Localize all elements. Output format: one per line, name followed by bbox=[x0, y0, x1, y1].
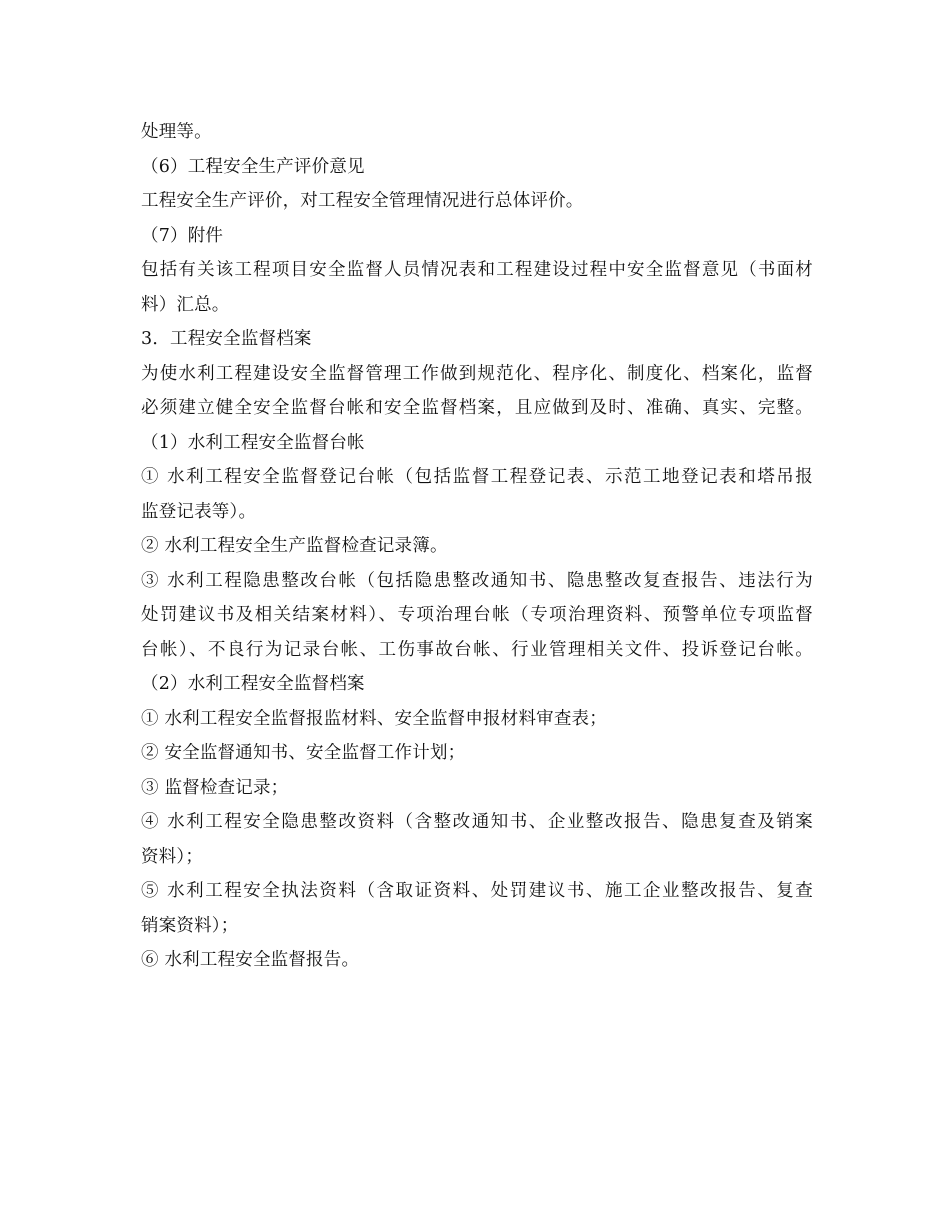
text-line: 处理等。 bbox=[141, 122, 212, 142]
text-line: 为使水利工程建设安全监督管理工作做到规范化、程序化、制度化、档案化，监督 bbox=[141, 363, 813, 384]
text-line: 监登记表等）。 bbox=[141, 501, 257, 522]
section-heading: （7）附件 bbox=[141, 225, 224, 246]
section-heading: 3．工程安全监督档案 bbox=[141, 329, 312, 349]
section-heading: （1）水利工程安全监督台帐 bbox=[141, 432, 365, 453]
text-line: 处罚建议书及相关结案材料）、专项治理台帐（专项治理资料、预警单位专项监督 bbox=[141, 605, 813, 625]
text-line: 台帐）、不良行为记录台帐、工伤事故台帐、行业管理相关文件、投诉登记台帐。 bbox=[141, 639, 813, 660]
text-line: 必须建立健全安全监督台帐和安全监督档案，且应做到及时、准确、真实、完整。 bbox=[141, 398, 813, 418]
list-item: ① 水利工程安全监督报监材料、安全监督申报材料审查表； bbox=[141, 708, 607, 729]
text-line: 包括有关该工程项目安全监督人员情况表和工程建设过程中安全监督意见（书面材 bbox=[141, 260, 813, 280]
list-item: ③ 监督检查记录； bbox=[141, 777, 289, 798]
text-line: 资料）； bbox=[141, 846, 204, 867]
section-heading: （2）水利工程安全监督档案 bbox=[141, 674, 365, 694]
list-item: ② 水利工程安全生产监督检查记录簿。 bbox=[141, 536, 448, 556]
list-item: ⑤ 水利工程安全执法资料（含取证资料、处罚建议书、施工企业整改报告、复查 bbox=[141, 881, 813, 901]
text-line: 工程安全生产评价，对工程安全管理情况进行总体评价。 bbox=[141, 191, 584, 211]
list-item: ① 水利工程安全监督登记台帐（包括监督工程登记表、示范工地登记表和塔吊报 bbox=[141, 467, 813, 487]
list-item: ④ 水利工程安全隐患整改资料（含整改通知书、企业整改报告、隐患复查及销案 bbox=[141, 812, 813, 832]
list-item: ② 安全监督通知书、安全监督工作计划； bbox=[141, 743, 466, 763]
section-heading: （6）工程安全生产评价意见 bbox=[141, 156, 365, 177]
text-line: 销案资料）； bbox=[141, 915, 239, 936]
document-body bbox=[141, 115, 813, 978]
list-item: ③ 水利工程隐患整改台帐（包括隐患整改通知书、隐患整改复查报告、违法行为 bbox=[141, 570, 813, 591]
text-line: 料）汇总。 bbox=[141, 294, 230, 315]
list-item: ⑥ 水利工程安全监督报告。 bbox=[141, 950, 360, 970]
